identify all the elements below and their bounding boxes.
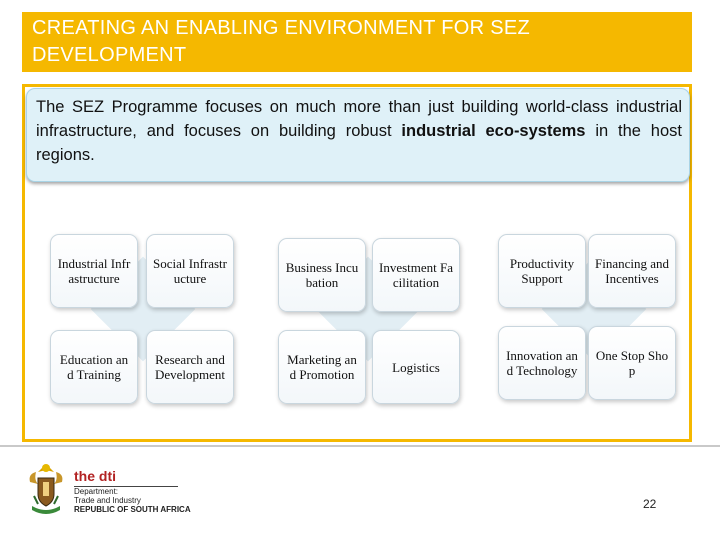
tile-research-and-development [146, 330, 234, 404]
tile-marketing-and-promotion [278, 330, 366, 404]
slide-title: CREATING AN ENABLING ENVIRONMENT FOR SEZ DEVELOPMENT [32, 17, 530, 66]
tile-label: Investment Facilitation [379, 260, 454, 290]
tile-investment-facilitation [372, 238, 460, 312]
page-number: 22 [643, 497, 657, 511]
dti-brand: the dti [74, 468, 116, 484]
tile-logistics [372, 330, 460, 404]
country-name: REPUBLIC OF SOUTH AFRICA [74, 505, 191, 514]
tile-social-infrastructure [146, 234, 234, 308]
tile-label: Industrial Infrastructure [57, 256, 131, 286]
tile-industrial-infrastructure [50, 234, 138, 308]
footer-divider [0, 445, 720, 447]
tile-label: Social Infrastructure [153, 256, 228, 286]
tile-productivity-support [498, 234, 586, 308]
department-label: Department: [74, 487, 119, 496]
tile-one-stop-shop [588, 326, 676, 400]
tile-label: Research and Development [154, 352, 226, 382]
tile-label: Innovation and Technology [506, 348, 578, 378]
intro-bold-text: industrial eco-systems [401, 122, 586, 140]
tile-financing-and-incentives [588, 234, 676, 308]
department-name: Trade and Industry [74, 496, 141, 505]
tile-label: Logistics [392, 359, 440, 375]
tile-education-and-training [50, 330, 138, 404]
tile-label: Marketing and Promotion [287, 352, 357, 382]
tile-label: One Stop Shop [595, 348, 669, 378]
title-bar [22, 12, 692, 72]
tile-business-incubation [278, 238, 366, 312]
tile-label: Productivity Support [509, 256, 575, 286]
coat-of-arms-icon [24, 460, 68, 520]
tile-label: Financing and Incentives [595, 256, 670, 286]
intro-box [26, 88, 690, 182]
intro-text [36, 95, 682, 167]
tile-innovation-and-technology [498, 326, 586, 400]
dti-logo [20, 458, 190, 528]
tile-label: Education and Training [59, 352, 129, 382]
intro-text-part2: in the host regions. [36, 122, 682, 164]
tile-label: Business Incubation [285, 260, 359, 290]
department-text [74, 487, 194, 514]
intro-text-part1: The SEZ Programme focuses on much more than just building world-class industrial infrastructure, and focuses on building robust [36, 98, 682, 140]
